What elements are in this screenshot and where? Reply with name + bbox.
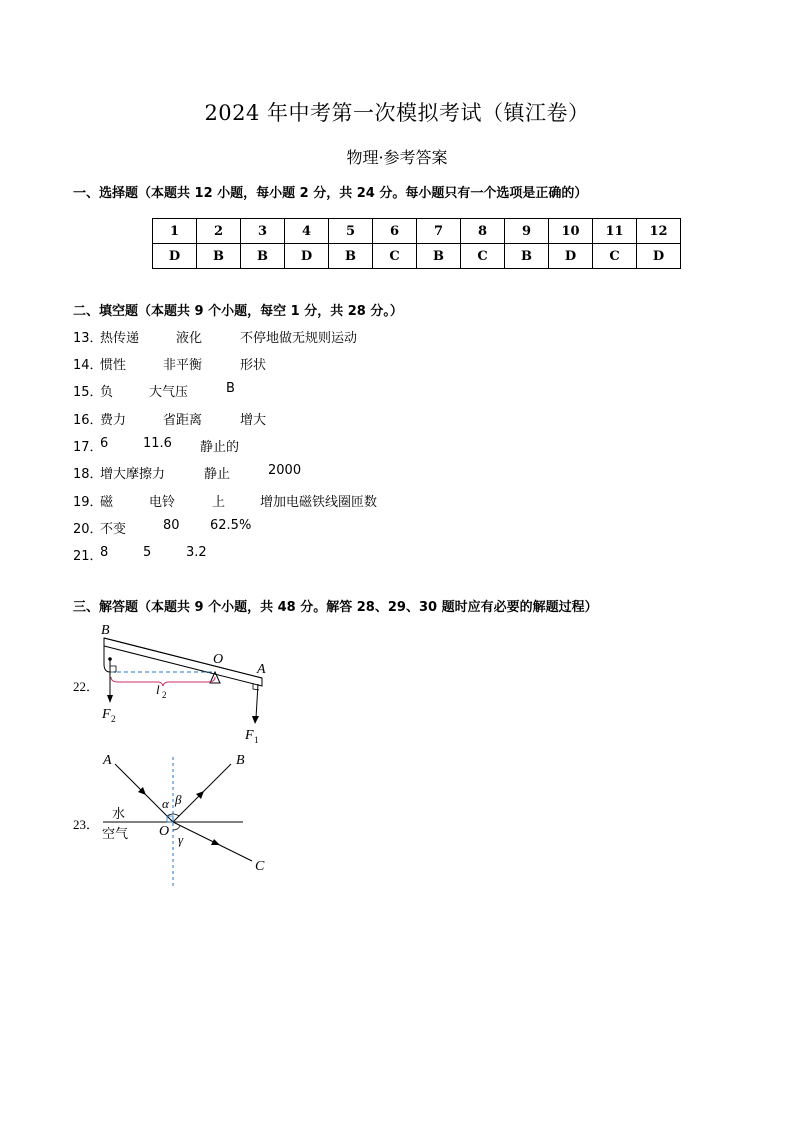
- answer-cell: C: [373, 244, 417, 269]
- q23-label: 23．: [73, 817, 100, 832]
- fill-answer: 电铃: [149, 495, 176, 510]
- section1-heading: 一、选择题（本题共 12 小题，每小题 2 分，共 24 分。每小题只有一个选项是正确的）: [73, 186, 588, 201]
- answer-cell: D: [285, 244, 329, 269]
- fill-answer: 增大摩擦力: [100, 467, 166, 482]
- fill-answer: 省距离: [163, 413, 203, 428]
- ray-c-label: C: [255, 859, 265, 874]
- fill-question-number: 15．: [73, 385, 103, 400]
- fill-answer: 11.6: [143, 436, 172, 451]
- fill-answer: 3.2: [186, 545, 207, 560]
- fill-answer: 增加电磁铁线圈匝数: [260, 495, 378, 510]
- fill-answer: 费力: [100, 413, 127, 428]
- fill-question-number: 18．: [73, 467, 103, 482]
- arm-l2-brace: [111, 677, 215, 686]
- question-number-cell: 12: [637, 219, 681, 244]
- force-f1-arrow: [252, 716, 259, 724]
- question-number-cell: 2: [197, 219, 241, 244]
- fill-answer: 62.5%: [210, 518, 252, 533]
- fill-question-number: 20．: [73, 522, 103, 537]
- fill-question-number: 14．: [73, 358, 103, 373]
- question-number-cell: 8: [461, 219, 505, 244]
- fill-answer: 形状: [240, 358, 267, 373]
- force-f1-subscript: 1: [254, 735, 259, 745]
- fill-question-number: 13．: [73, 331, 103, 346]
- refracted-ray-arrow: [211, 839, 220, 845]
- fill-answer: 静止的: [200, 440, 240, 455]
- fill-answer: 负: [100, 385, 114, 400]
- page-subtitle: 物理·参考答案: [346, 148, 448, 167]
- fill-answer: 不变: [100, 522, 127, 537]
- point-b-label: B: [101, 623, 110, 638]
- question-number-cell: 10: [549, 219, 593, 244]
- answer-cell: B: [417, 244, 461, 269]
- point-o-label: O: [159, 824, 170, 839]
- fill-answer: 热传递: [100, 331, 140, 346]
- fill-answer: 磁: [100, 495, 114, 510]
- answer-cell: C: [461, 244, 505, 269]
- angle-alpha-label: α: [162, 796, 169, 811]
- force-f2-subscript: 2: [111, 714, 116, 724]
- q22-label: 22．: [73, 679, 100, 694]
- answer-cell: B: [329, 244, 373, 269]
- lever-figure: [101, 623, 266, 745]
- force-f2-arrow: [107, 695, 113, 703]
- question-number-cell: 7: [417, 219, 461, 244]
- fill-answer: 大气压: [149, 385, 189, 400]
- fill-answer: B: [226, 381, 235, 396]
- section3-heading: 三、解答题（本题共 9 个小题，共 48 分。解答 28、29、30 题时应有必要的解题过程）: [73, 600, 598, 615]
- question-number-cell: 4: [285, 219, 329, 244]
- fill-question-number: 16．: [73, 413, 103, 428]
- fill-answer: 8: [100, 545, 109, 560]
- fill-answer: 静止: [204, 467, 231, 482]
- fill-question-number: 19．: [73, 495, 103, 510]
- arm-l2-subscript: 2: [162, 690, 167, 700]
- ray-a-label: A: [103, 753, 112, 768]
- answer-cell: D: [637, 244, 681, 269]
- answer-cell: B: [197, 244, 241, 269]
- question-number-cell: 6: [373, 219, 417, 244]
- fill-answer: 液化: [176, 331, 203, 346]
- answer-cell: B: [241, 244, 285, 269]
- answer-cell: D: [153, 244, 197, 269]
- lever-bar: [104, 638, 262, 686]
- point-a-label: A: [257, 662, 266, 677]
- fill-answer: 非平衡: [163, 358, 203, 373]
- section2-heading: 二、填空题（本题共 9 个小题，每空 1 分，共 28 分。）: [73, 304, 403, 319]
- question-number-cell: 1: [153, 219, 197, 244]
- air-label: 空气: [102, 826, 129, 841]
- angle-beta-label: β: [175, 792, 182, 807]
- fill-answer: 2000: [268, 463, 302, 478]
- refraction-figure: [102, 753, 265, 887]
- answer-cell: D: [549, 244, 593, 269]
- answer-cell: B: [505, 244, 549, 269]
- fill-answer: 不停地做无规则运动: [240, 331, 358, 346]
- fill-answer: 6: [100, 436, 109, 451]
- fill-answer: 增大: [240, 413, 267, 428]
- question-number-cell: 11: [593, 219, 637, 244]
- fill-question-number: 17．: [73, 440, 103, 455]
- force-f1-label: F: [245, 728, 254, 743]
- question-number-cell: 9: [505, 219, 549, 244]
- arm-l2-label: l: [156, 682, 160, 697]
- force-f2-label: F: [102, 707, 111, 722]
- page-title: 2024 年中考第一次模拟考试（镇江卷）: [204, 101, 590, 125]
- question-number-cell: 5: [329, 219, 373, 244]
- angle-gamma-label: γ: [178, 832, 184, 847]
- point-o-label: O: [213, 652, 224, 667]
- fill-answer: 惯性: [100, 358, 127, 373]
- fill-answer: 80: [163, 518, 180, 533]
- fill-question-number: 21．: [73, 549, 103, 564]
- ray-b-label: B: [236, 753, 245, 768]
- fill-answer: 5: [143, 545, 152, 560]
- question-number-cell: 3: [241, 219, 285, 244]
- fill-answer: 上: [212, 495, 226, 510]
- water-label: 水: [112, 806, 126, 821]
- answer-cell: C: [593, 244, 637, 269]
